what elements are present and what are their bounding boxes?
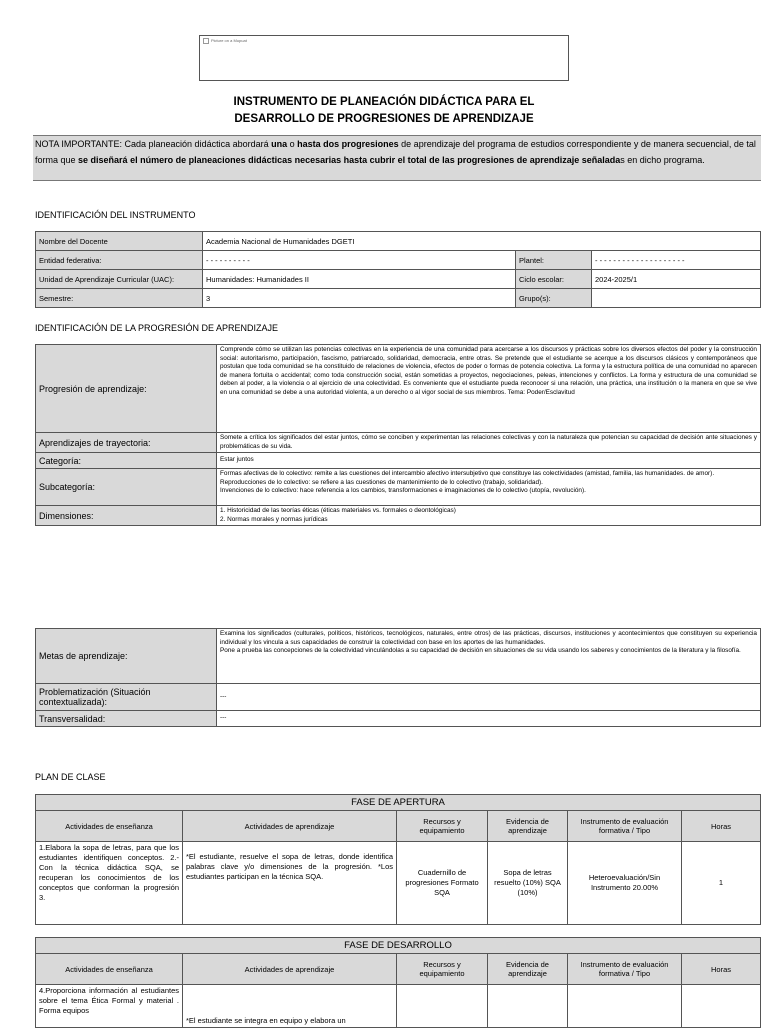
dimension-line: 1. Historicidad de las teorías éticas (éticas materiales vs. formales o deontológicas) xyxy=(220,507,456,514)
semestre-label: Semestre: xyxy=(36,289,203,308)
table-row xyxy=(36,684,761,711)
metas-value xyxy=(217,629,761,684)
table-row xyxy=(36,433,761,453)
recursos-cell xyxy=(397,985,488,1028)
instrumento-cell: Heteroevaluación/Sin Instrumento 20.00% xyxy=(568,842,682,925)
aprendizaje-cell: *El estudiante se integra en equipo y elabora un xyxy=(183,985,397,1028)
dimensiones-value xyxy=(217,506,761,526)
dimension-line: 2. Normas morales y normas jurídicas xyxy=(220,515,328,523)
table-row xyxy=(36,270,761,289)
trayectoria-value: Somete a crítica los significados del estar juntos, cómo se conciben y experimentan las relaciones colectivas y con la naturaleza que potencian su capacidad de decisión ante situaciones y problemáticas de su vida. xyxy=(217,433,761,453)
phase-title: FASE DE DESARROLLO xyxy=(36,938,761,954)
metas-table xyxy=(35,628,761,727)
instrument-id-table xyxy=(35,231,761,308)
metas-line: Pone a prueba las concepciones de la colectividad vinculándolas a su capacidad de decisión en situaciones de su vida usando los saberes y conocimientos de la literatura y la filosofía. xyxy=(220,647,741,654)
grupo-value xyxy=(592,289,761,308)
table-row xyxy=(36,251,761,270)
metas-label: Metas de aprendizaje: xyxy=(36,629,217,684)
col-recursos: Recursos y equipamiento xyxy=(397,811,488,842)
progression-table xyxy=(35,344,761,526)
phase-title: FASE DE APERTURA xyxy=(36,795,761,811)
ciclo-label: Ciclo escolar: xyxy=(516,270,592,289)
title-line-1: INSTRUMENTO DE PLANEACIÓN DIDÁCTICA PARA EL xyxy=(233,96,535,108)
title-line-2: DESARROLLO DE PROGRESIONES DE APRENDIZAJE xyxy=(234,113,534,125)
subcategoria-line: Invenciones de lo colectivo: hace referencia a los cambios, transformaciones e imaginaciones de lo colectivo (utopía, revolución). xyxy=(220,487,586,494)
subcategoria-line: Reproducciones de lo colectivo: se refiere a las cuestiones de mantenimiento de lo colectivo (trabajo, solidaridad). xyxy=(220,478,543,486)
uac-value: Humanidades: Humanidades II xyxy=(203,270,516,289)
note-text: de aprendizaje del programa de estudios correspondiente y de manera secuencial, de tal forma que xyxy=(35,139,756,165)
table-row xyxy=(36,453,761,469)
trayectoria-label: Aprendizajes de trayectoria: xyxy=(36,433,217,453)
col-recursos: Recursos y equipamiento xyxy=(397,954,488,985)
table-row xyxy=(36,795,761,811)
problematizacion-label: Problematización (Situación contextualizada): xyxy=(36,684,217,711)
table-header-row xyxy=(36,954,761,985)
col-instrumento: Instrumento de evaluación formativa / Tipo xyxy=(568,811,682,842)
categoria-label: Categoría: xyxy=(36,453,217,469)
note-bold: una xyxy=(271,139,288,149)
table-row xyxy=(36,985,761,1028)
section-heading-plan: PLAN DE CLASE xyxy=(35,772,106,782)
plantel-value: - - - - - - - - - - - - - - - - - - - - xyxy=(592,251,761,270)
ciclo-value: 2024-2025/1 xyxy=(592,270,761,289)
col-evidencia: Evidencia de aprendizaje xyxy=(488,954,568,985)
progresion-value: Comprende cómo se utilizan las potencias colectivas en la experiencia de una comunidad para acercarse a los discursos y prácticas sobre los diversos efectos del poder y la construcción social: autoritarismo, participación, fascismo, patriarcado, solidaridad, democracia, entre otras. Se pretende que el estudiante se acerque a los discursos clásicos y contemporáneos que postulan que toda comunidad se ha constituido de relaciones de violencia, efectos de poder o formas de potencia colectiva. La forma y la estructura política de una comunidad no aparecen de manera fortuita o accidental; como toda construcción social, están sometidas a proyectos, negociaciones, peleas, intenciones y conflictos. La forma y estructura de una comunidad se deben al poder, a la violencia o al ejercicio de una colectividad. Es conveniente que el estudiante pueda reconocer si una relación, una práctica, una institución o la manera en que se vive en una comunidad se debe a una autoridad violenta, a un derecho o al vigor social de sus miembros. Tema: Poder/Esclavitud xyxy=(217,345,761,433)
evidencia-cell xyxy=(488,985,568,1028)
ensenanza-cell: 4.Proporciona información al estudiantes sobre el tema Ética Formal y material . Forma equipos xyxy=(36,985,183,1028)
dimensiones-label: Dimensiones: xyxy=(36,506,217,526)
categoria-value: Estar juntos xyxy=(217,453,761,469)
semestre-value: 3 xyxy=(203,289,516,308)
horas-cell xyxy=(682,985,761,1028)
evidencia-cell: Sopa de letras resuelto (10%) SQA (10%) xyxy=(488,842,568,925)
docente-value: Academia Nacional de Humanidades DGETI xyxy=(203,232,761,251)
col-evidencia: Evidencia de aprendizaje xyxy=(488,811,568,842)
ensenanza-cell: 1.Elabora la sopa de letras, para que los estudiantes identifiquen conceptos. 2.-Con la técnica didáctica SQA, se recuperan los conocimientos de los conceptos que conforman la progresión 3. xyxy=(36,842,183,925)
broken-image-icon: Picture on a Mupuat xyxy=(203,38,247,44)
table-header-row xyxy=(36,811,761,842)
uac-label: Unidad de Aprendizaje Curricular (UAC): xyxy=(36,270,203,289)
instrumento-cell xyxy=(568,985,682,1028)
table-row xyxy=(36,232,761,251)
col-ensenanza: Actividades de enseñanza xyxy=(36,954,183,985)
col-instrumento: Instrumento de evaluación formativa / Tipo xyxy=(568,954,682,985)
col-ensenanza: Actividades de enseñanza xyxy=(36,811,183,842)
table-row xyxy=(36,938,761,954)
horas-cell: 1 xyxy=(682,842,761,925)
table-row xyxy=(36,506,761,526)
transversalidad-value: --- xyxy=(217,711,761,727)
subcategoria-line: Formas afectivas de lo colectivo: remite a las cuestiones del intercambio afectivo intersubjetivo que constituye las colectividades (amistad, familia, las humanidades. de amor). xyxy=(220,470,715,477)
problematizacion-value: --- xyxy=(217,684,761,711)
table-row xyxy=(36,711,761,727)
col-aprendizaje: Actividades de aprendizaje xyxy=(183,954,397,985)
recursos-cell: Cuadernillo de progresiones Formato SQA xyxy=(397,842,488,925)
document-title xyxy=(0,94,768,128)
grupo-label: Grupo(s): xyxy=(516,289,592,308)
table-row xyxy=(36,289,761,308)
subcategoria-value xyxy=(217,469,761,506)
note-bold: se diseñará el número de planeaciones didácticas necesarias hasta cubrir el total de las progresiones de aprendizaje señalada xyxy=(78,154,621,165)
desarrollo-table xyxy=(35,937,761,1028)
col-aprendizaje: Actividades de aprendizaje xyxy=(183,811,397,842)
note-bold: hasta dos progresiones xyxy=(297,139,399,149)
logo-placeholder xyxy=(199,35,569,81)
important-note xyxy=(33,135,761,181)
section-heading-progresion: IDENTIFICACIÓN DE LA PROGRESIÓN DE APRENDIZAJE xyxy=(35,323,279,333)
aprendizaje-cell: *El estudiante, resuelve el sopa de letras, donde identifica palabras clave y/o dimensiones de la progresión. *Los estudiantes participan en la técnica SQA. xyxy=(183,842,397,925)
metas-line: Examina los significados (culturales, políticos, históricos, tecnológicos, naturales, entre otros) de las prácticas, discursos, instituciones y acontecimientos que constituyen su experiencia individual y los vincula a sus capacidades de construir la colectividad con base en los aportes de las humanidades. xyxy=(220,630,757,646)
note-text: s en dicho programa. xyxy=(620,154,705,165)
subcategoria-label: Subcategoría: xyxy=(36,469,217,506)
table-row xyxy=(36,842,761,925)
entidad-value: - - - - - - - - - - xyxy=(203,251,516,270)
table-row xyxy=(36,469,761,506)
note-text: NOTA IMPORTANTE: Cada planeación didáctica abordará xyxy=(35,139,272,149)
section-heading-instrumento: IDENTIFICACIÓN DEL INSTRUMENTO xyxy=(35,210,196,220)
apertura-table xyxy=(35,794,761,925)
transversalidad-label: Transversalidad: xyxy=(36,711,217,727)
progresion-label: Progresión de aprendizaje: xyxy=(36,345,217,433)
docente-label: Nombre del Docente xyxy=(36,232,203,251)
table-row xyxy=(36,629,761,684)
col-horas: Horas xyxy=(682,954,761,985)
col-horas: Horas xyxy=(682,811,761,842)
note-text: o xyxy=(287,139,298,149)
table-row xyxy=(36,345,761,433)
plantel-label: Plantel: xyxy=(516,251,592,270)
entidad-label: Entidad federativa: xyxy=(36,251,203,270)
